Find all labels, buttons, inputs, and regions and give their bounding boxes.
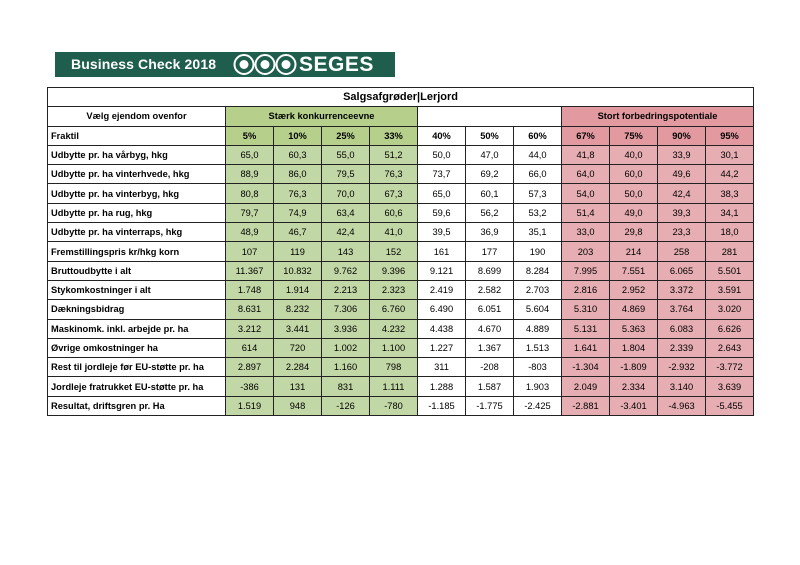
value-cell: 76,3: [370, 165, 418, 184]
value-cell: 44,0: [514, 145, 562, 164]
value-cell: 88,9: [226, 165, 274, 184]
value-cell: 39,5: [418, 223, 466, 242]
value-cell: 49,0: [610, 203, 658, 222]
value-cell: 70,0: [322, 184, 370, 203]
value-cell: 8.232: [274, 300, 322, 319]
value-cell: 33,9: [658, 145, 706, 164]
value-cell: -208: [466, 358, 514, 377]
value-cell: 161: [418, 242, 466, 261]
value-cell: 311: [418, 358, 466, 377]
value-cell: 4.438: [418, 319, 466, 338]
row-label: Resultat, driftsgren pr. Ha: [48, 396, 226, 415]
value-cell: 831: [322, 377, 370, 396]
value-cell: 67,3: [370, 184, 418, 203]
value-cell: 281: [706, 242, 754, 261]
value-cell: 34,1: [706, 203, 754, 222]
value-cell: 59,6: [418, 203, 466, 222]
row-label: Dækningsbidrag: [48, 300, 226, 319]
value-cell: 86,0: [274, 165, 322, 184]
value-cell: 1.587: [466, 377, 514, 396]
row-label: Øvrige omkostninger ha: [48, 338, 226, 357]
value-cell: 56,2: [466, 203, 514, 222]
fraktil-header: 33%: [370, 126, 418, 145]
fraktil-header: 67%: [562, 126, 610, 145]
value-cell: 2.323: [370, 280, 418, 299]
table-row: [48, 280, 754, 299]
value-cell: -386: [226, 377, 274, 396]
value-cell: -803: [514, 358, 562, 377]
value-cell: 1.903: [514, 377, 562, 396]
value-cell: 42,4: [658, 184, 706, 203]
value-cell: 1.748: [226, 280, 274, 299]
value-cell: 60,6: [370, 203, 418, 222]
logo-circles-icon: [233, 53, 299, 76]
value-cell: 3.212: [226, 319, 274, 338]
value-cell: 5.310: [562, 300, 610, 319]
value-cell: 6.490: [418, 300, 466, 319]
value-cell: 9.762: [322, 261, 370, 280]
value-cell: 2.049: [562, 377, 610, 396]
value-cell: -1.775: [466, 396, 514, 415]
value-cell: 152: [370, 242, 418, 261]
value-cell: 42,4: [322, 223, 370, 242]
value-cell: 203: [562, 242, 610, 261]
value-cell: 3.020: [706, 300, 754, 319]
table-row: [48, 165, 754, 184]
value-cell: 9.396: [370, 261, 418, 280]
value-cell: 1.513: [514, 338, 562, 357]
fraktil-header: 50%: [466, 126, 514, 145]
row-label: Udbytte pr. ha vinterhvede, hkg: [48, 165, 226, 184]
value-cell: 119: [274, 242, 322, 261]
fraktil-label: Fraktil: [48, 126, 226, 145]
middle-group-header: [418, 107, 562, 126]
value-cell: 11.367: [226, 261, 274, 280]
value-cell: 2.419: [418, 280, 466, 299]
value-cell: -780: [370, 396, 418, 415]
value-cell: 53,2: [514, 203, 562, 222]
value-cell: 6.760: [370, 300, 418, 319]
value-cell: 51,4: [562, 203, 610, 222]
value-cell: 720: [274, 338, 322, 357]
value-cell: 4.889: [514, 319, 562, 338]
table-row: [48, 242, 754, 261]
value-cell: 5.363: [610, 319, 658, 338]
value-cell: 1.367: [466, 338, 514, 357]
table-row: [48, 145, 754, 164]
value-cell: 3.140: [658, 377, 706, 396]
value-cell: 79,5: [322, 165, 370, 184]
value-cell: 1.804: [610, 338, 658, 357]
logo-text: SEGES: [299, 53, 374, 76]
fraktil-header: 95%: [706, 126, 754, 145]
value-cell: 1.111: [370, 377, 418, 396]
value-cell: 35,1: [514, 223, 562, 242]
value-cell: 2.816: [562, 280, 610, 299]
improvement-potential-header: Stort forbedringspotentiale: [562, 107, 754, 126]
select-property-label: Vælg ejendom ovenfor: [48, 107, 226, 126]
table-row: [48, 261, 754, 280]
value-cell: -1.304: [562, 358, 610, 377]
value-cell: 57,3: [514, 184, 562, 203]
value-cell: 2.582: [466, 280, 514, 299]
row-label: Rest til jordleje før EU-støtte pr. ha: [48, 358, 226, 377]
fraktil-header: 75%: [610, 126, 658, 145]
group-header-row: [48, 107, 754, 126]
table-row: [48, 184, 754, 203]
value-cell: 80,8: [226, 184, 274, 203]
value-cell: 1.227: [418, 338, 466, 357]
table-row: [48, 338, 754, 357]
table-row: [48, 396, 754, 415]
value-cell: 74,9: [274, 203, 322, 222]
fraktil-row: [48, 126, 754, 145]
value-cell: -2.881: [562, 396, 610, 415]
value-cell: 6.083: [658, 319, 706, 338]
table-row: [48, 377, 754, 396]
value-cell: 4.232: [370, 319, 418, 338]
row-label: Maskinomk. inkl. arbejde pr. ha: [48, 319, 226, 338]
value-cell: 2.284: [274, 358, 322, 377]
value-cell: 64,0: [562, 165, 610, 184]
value-cell: 65,0: [418, 184, 466, 203]
seges-logo: [233, 53, 393, 76]
value-cell: 2.897: [226, 358, 274, 377]
value-cell: 29,8: [610, 223, 658, 242]
value-cell: 6.626: [706, 319, 754, 338]
table-row: [48, 358, 754, 377]
value-cell: -5.455: [706, 396, 754, 415]
banner: [55, 52, 395, 77]
value-cell: 30,1: [706, 145, 754, 164]
value-cell: 41,8: [562, 145, 610, 164]
value-cell: 2.334: [610, 377, 658, 396]
value-cell: 65,0: [226, 145, 274, 164]
value-cell: 47,0: [466, 145, 514, 164]
row-label: Bruttoudbytte i alt: [48, 261, 226, 280]
value-cell: 38,3: [706, 184, 754, 203]
value-cell: 7.306: [322, 300, 370, 319]
fraktil-header: 25%: [322, 126, 370, 145]
value-cell: 5.131: [562, 319, 610, 338]
table-row: [48, 223, 754, 242]
value-cell: 1.914: [274, 280, 322, 299]
value-cell: -1.809: [610, 358, 658, 377]
value-cell: 46,7: [274, 223, 322, 242]
table-title: Salgsafgrøder|Lerjord: [48, 88, 754, 107]
value-cell: 8.284: [514, 261, 562, 280]
value-cell: 8.699: [466, 261, 514, 280]
fraktil-header: 40%: [418, 126, 466, 145]
value-cell: 1.641: [562, 338, 610, 357]
value-cell: 73,7: [418, 165, 466, 184]
row-label: Udbytte pr. ha vinterraps, hkg: [48, 223, 226, 242]
value-cell: 3.936: [322, 319, 370, 338]
value-cell: 60,1: [466, 184, 514, 203]
value-cell: 5.604: [514, 300, 562, 319]
value-cell: 1.288: [418, 377, 466, 396]
value-cell: 10.832: [274, 261, 322, 280]
value-cell: 79,7: [226, 203, 274, 222]
row-label: Udbytte pr. ha rug, hkg: [48, 203, 226, 222]
value-cell: 44,2: [706, 165, 754, 184]
value-cell: 131: [274, 377, 322, 396]
value-cell: 258: [658, 242, 706, 261]
value-cell: 54,0: [562, 184, 610, 203]
value-cell: 798: [370, 358, 418, 377]
value-cell: 948: [274, 396, 322, 415]
row-label: Fremstillingspris kr/hkg korn: [48, 242, 226, 261]
strong-competitiveness-header: Stærk konkurrenceevne: [226, 107, 418, 126]
value-cell: 3.764: [658, 300, 706, 319]
value-cell: 3.639: [706, 377, 754, 396]
value-cell: 1.519: [226, 396, 274, 415]
value-cell: 3.372: [658, 280, 706, 299]
table-row: [48, 203, 754, 222]
value-cell: 214: [610, 242, 658, 261]
value-cell: 1.100: [370, 338, 418, 357]
value-cell: 1.002: [322, 338, 370, 357]
value-cell: 4.670: [466, 319, 514, 338]
value-cell: 7.995: [562, 261, 610, 280]
row-label: Udbytte pr. ha vinterbyg, hkg: [48, 184, 226, 203]
banner-title: Business Check 2018: [71, 56, 217, 72]
value-cell: -126: [322, 396, 370, 415]
value-cell: 60,0: [610, 165, 658, 184]
value-cell: 63,4: [322, 203, 370, 222]
value-cell: 66,0: [514, 165, 562, 184]
value-cell: -2.932: [658, 358, 706, 377]
row-label: Jordleje fratrukket EU-støtte pr. ha: [48, 377, 226, 396]
table-title-row: [48, 88, 754, 107]
value-cell: 49,6: [658, 165, 706, 184]
value-cell: -4.963: [658, 396, 706, 415]
table-row: [48, 300, 754, 319]
value-cell: -3.772: [706, 358, 754, 377]
fraktil-header: 5%: [226, 126, 274, 145]
value-cell: 7.551: [610, 261, 658, 280]
fraktil-header: 10%: [274, 126, 322, 145]
value-cell: 1.160: [322, 358, 370, 377]
value-cell: 55,0: [322, 145, 370, 164]
value-cell: 614: [226, 338, 274, 357]
fraktil-header: 60%: [514, 126, 562, 145]
value-cell: 23,3: [658, 223, 706, 242]
value-cell: 18,0: [706, 223, 754, 242]
value-cell: 50,0: [418, 145, 466, 164]
table-row: [48, 319, 754, 338]
benchmark-table: [47, 87, 754, 416]
value-cell: -1.185: [418, 396, 466, 415]
value-cell: 50,0: [610, 184, 658, 203]
value-cell: 2.703: [514, 280, 562, 299]
row-label: Udbytte pr. ha vårbyg, hkg: [48, 145, 226, 164]
fraktil-header: 90%: [658, 126, 706, 145]
value-cell: 39,3: [658, 203, 706, 222]
value-cell: 107: [226, 242, 274, 261]
value-cell: 6.065: [658, 261, 706, 280]
value-cell: 177: [466, 242, 514, 261]
value-cell: 40,0: [610, 145, 658, 164]
value-cell: 48,9: [226, 223, 274, 242]
value-cell: 190: [514, 242, 562, 261]
value-cell: 3.441: [274, 319, 322, 338]
row-label: Stykomkostninger i alt: [48, 280, 226, 299]
value-cell: 76,3: [274, 184, 322, 203]
value-cell: 2.952: [610, 280, 658, 299]
value-cell: 9.121: [418, 261, 466, 280]
value-cell: 33,0: [562, 223, 610, 242]
value-cell: -3.401: [610, 396, 658, 415]
value-cell: 6.051: [466, 300, 514, 319]
value-cell: 3.591: [706, 280, 754, 299]
value-cell: 36,9: [466, 223, 514, 242]
value-cell: 2.213: [322, 280, 370, 299]
value-cell: 60,3: [274, 145, 322, 164]
value-cell: -2.425: [514, 396, 562, 415]
value-cell: 41,0: [370, 223, 418, 242]
value-cell: 143: [322, 242, 370, 261]
value-cell: 5.501: [706, 261, 754, 280]
value-cell: 2.339: [658, 338, 706, 357]
value-cell: 2.643: [706, 338, 754, 357]
value-cell: 4.869: [610, 300, 658, 319]
value-cell: 51,2: [370, 145, 418, 164]
value-cell: 8.631: [226, 300, 274, 319]
value-cell: 69,2: [466, 165, 514, 184]
